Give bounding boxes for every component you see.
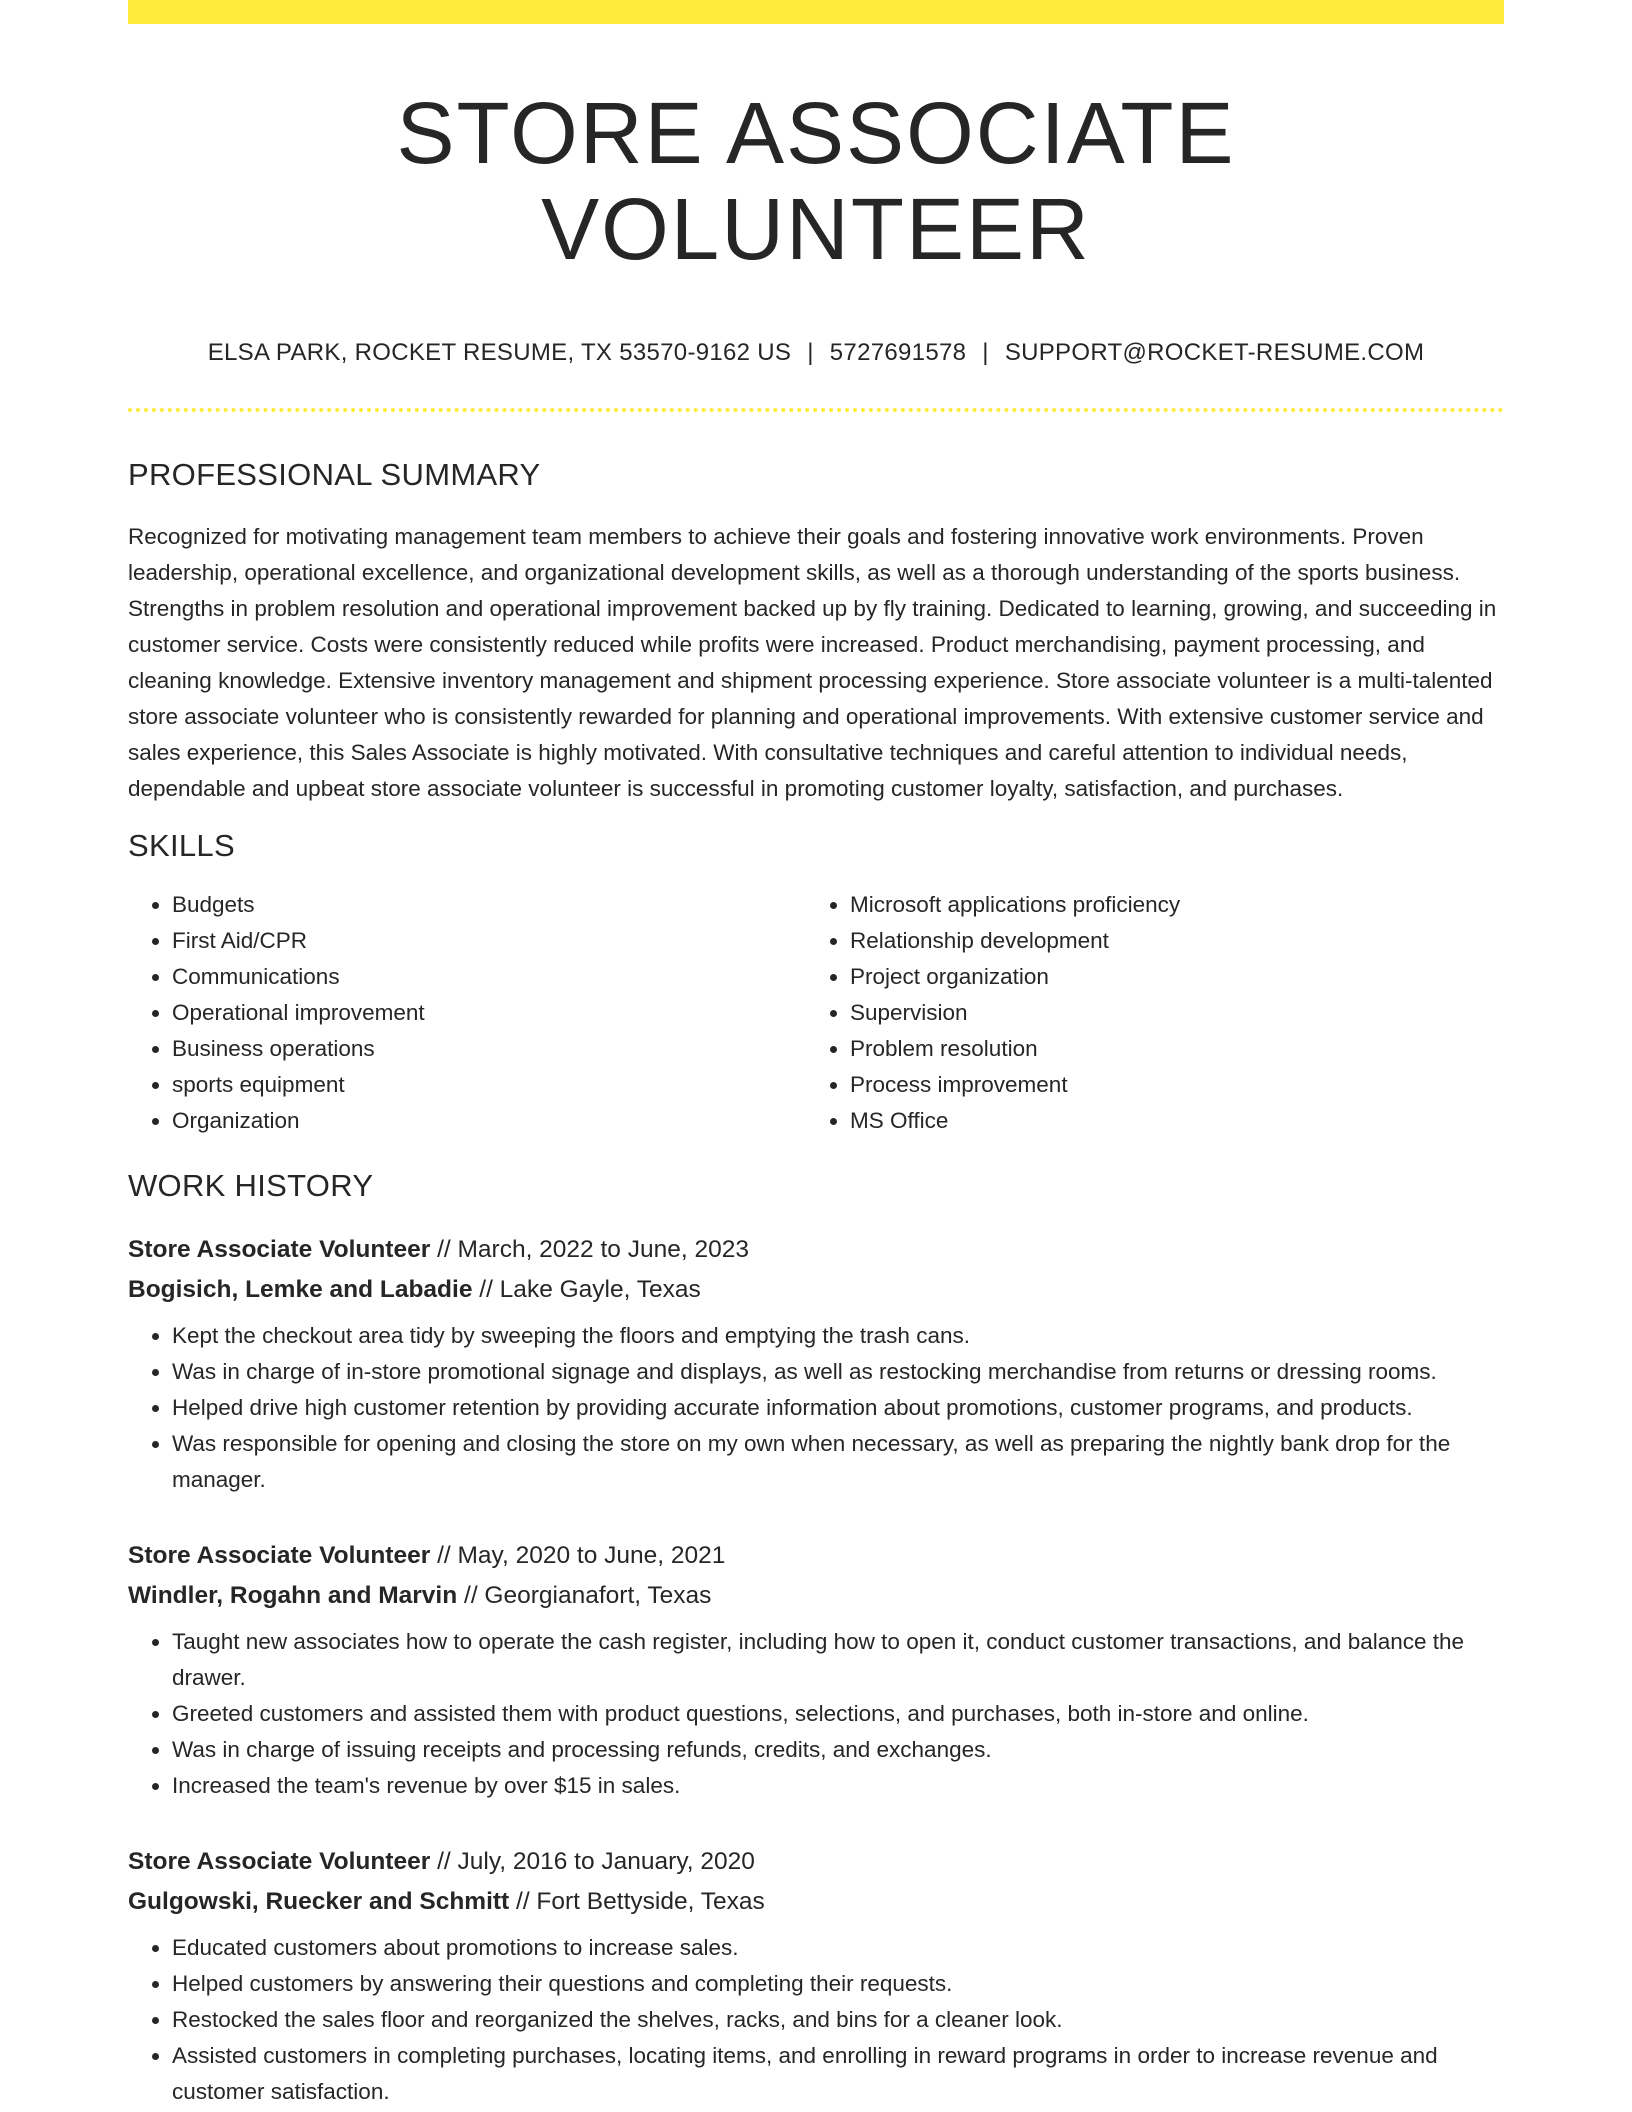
skill-item: • Project organization: [850, 959, 1484, 995]
skill-item: • Business operations: [172, 1031, 806, 1067]
skill-item: • Problem resolution: [850, 1031, 1484, 1067]
work-history-heading: WORK HISTORY: [128, 1167, 374, 1203]
duty-item: • Greeted customers and assisted them with product questions, selections, and purchases, both in-store and online.: [172, 1696, 1504, 1732]
duty-item: • Assisted customers in completing purchases, locating items, and enrolling in reward programs in order to increase revenue and customer satisfaction.: [172, 2038, 1504, 2110]
job-dates: // July, 2016 to January, 2020: [437, 1847, 755, 1875]
job-entry: [128, 1842, 1504, 2110]
duty-item: • Was in charge of in-store promotional signage and displays, as well as restocking merchandise from returns or dressing rooms.: [172, 1354, 1504, 1390]
job-dates: // March, 2022 to June, 2023: [437, 1235, 749, 1263]
skill-item: • Organization: [172, 1103, 806, 1139]
duty-item: • Educated customers about promotions to increase sales.: [172, 1930, 1504, 1966]
job-duties: [128, 1624, 1504, 1804]
dotted-divider: [128, 408, 1504, 412]
contact-line: [128, 339, 1504, 368]
job-company: Bogisich, Lemke and Labadie: [128, 1275, 473, 1303]
job-company: Windler, Rogahn and Marvin: [128, 1581, 458, 1609]
job-duties: [128, 1318, 1504, 1498]
job-title: Store Associate Volunteer: [128, 1847, 431, 1875]
skills-heading: SKILLS: [128, 828, 235, 864]
resume-page: [128, 0, 1504, 2110]
summary-text: Recognized for motivating management team members to achieve their goals and fostering innovative work environments. Proven leadership, operational excellence, and organizational development skills, as well as a thorough understanding of the sports business. Strengths in problem resolution and operational improvement backed up by fly training. Dedicated to learning, growing, and succeeding in customer service. Costs were consistently reduced while profits were increased. Product merchandising, payment processing, and cleaning knowledge. Extensive inventory management and shipment processing experience. Store associate volunteer is a multi-talented store associate volunteer who is consistently rewarded for planning and operational improvements. With extensive customer service and sales experience, this Sales Associate is highly motivated. With consultative techniques and careful attention to individual needs, dependable and upbeat store associate volunteer is successful in promoting customer loyalty, satisfaction, and purchases.: [128, 524, 1497, 802]
job-title: Store Associate Volunteer: [128, 1235, 431, 1263]
job-title-line: [128, 1536, 1504, 1576]
job-title-line: [128, 1230, 1504, 1270]
skill-item: • Microsoft applications proficiency: [850, 887, 1484, 923]
skill-item: • MS Office: [850, 1103, 1484, 1139]
job-location: // Lake Gayle, Texas: [479, 1275, 701, 1303]
contact-separator: |: [807, 339, 814, 367]
job-company-line: [128, 1270, 1504, 1310]
skill-item: • Process improvement: [850, 1067, 1484, 1103]
contact-separator: |: [982, 339, 989, 367]
job-company: Gulgowski, Ruecker and Schmitt: [128, 1887, 510, 1915]
duty-item: • Kept the checkout area tidy by sweeping the floors and emptying the trash cans.: [172, 1318, 1504, 1354]
job-entry: [128, 1230, 1504, 1498]
duty-item: • Taught new associates how to operate the cash register, including how to open it, conduct customer transactions, and balance the drawer.: [172, 1624, 1504, 1696]
job-company-line: [128, 1576, 1504, 1616]
duty-item: • Increased the team's revenue by over $15 in sales.: [172, 1768, 1504, 1804]
skill-item: • Relationship development: [850, 923, 1484, 959]
contact-phone: 5727691578: [829, 339, 967, 367]
duty-item: • Was in charge of issuing receipts and processing refunds, credits, and exchanges.: [172, 1732, 1504, 1768]
job-company-line: [128, 1882, 1504, 1922]
skills-column-left: [128, 887, 806, 1139]
resume-title: STORE ASSOCIATE VOLUNTEER: [396, 85, 1236, 278]
summary-heading: PROFESSIONAL SUMMARY: [128, 457, 541, 493]
job-location: // Fort Bettyside, Texas: [516, 1887, 765, 1915]
contact-email[interactable]: SUPPORT@ROCKET-RESUME.COM: [1004, 339, 1425, 367]
skill-item: • First Aid/CPR: [172, 923, 806, 959]
duty-item: • Was responsible for opening and closing the store on my own when necessary, as well as preparing the nightly bank drop for the manager.: [172, 1426, 1504, 1498]
job-location: // Georgianafort, Texas: [464, 1581, 712, 1609]
job-title: Store Associate Volunteer: [128, 1541, 431, 1569]
skill-item: • Budgets: [172, 887, 806, 923]
duty-item: • Helped customers by answering their questions and completing their requests.: [172, 1966, 1504, 2002]
contact-address: ELSA PARK, ROCKET RESUME, TX 53570-9162 US: [207, 339, 792, 367]
job-dates: // May, 2020 to June, 2021: [437, 1541, 726, 1569]
skill-item: • Communications: [172, 959, 806, 995]
skill-item: • sports equipment: [172, 1067, 806, 1103]
duty-item: • Restocked the sales floor and reorganized the shelves, racks, and bins for a cleaner look.: [172, 2002, 1504, 2038]
skill-item: • Operational improvement: [172, 995, 806, 1031]
top-accent-bar: [128, 0, 1504, 24]
job-title-line: [128, 1842, 1504, 1882]
job-entry: [128, 1536, 1504, 1804]
skills-column-right: [806, 887, 1484, 1139]
skills-list: [128, 887, 1504, 1139]
duty-item: • Helped drive high customer retention by providing accurate information about promotions, customer programs, and products.: [172, 1390, 1504, 1426]
skill-item: • Supervision: [850, 995, 1484, 1031]
job-duties: [128, 1930, 1504, 2110]
